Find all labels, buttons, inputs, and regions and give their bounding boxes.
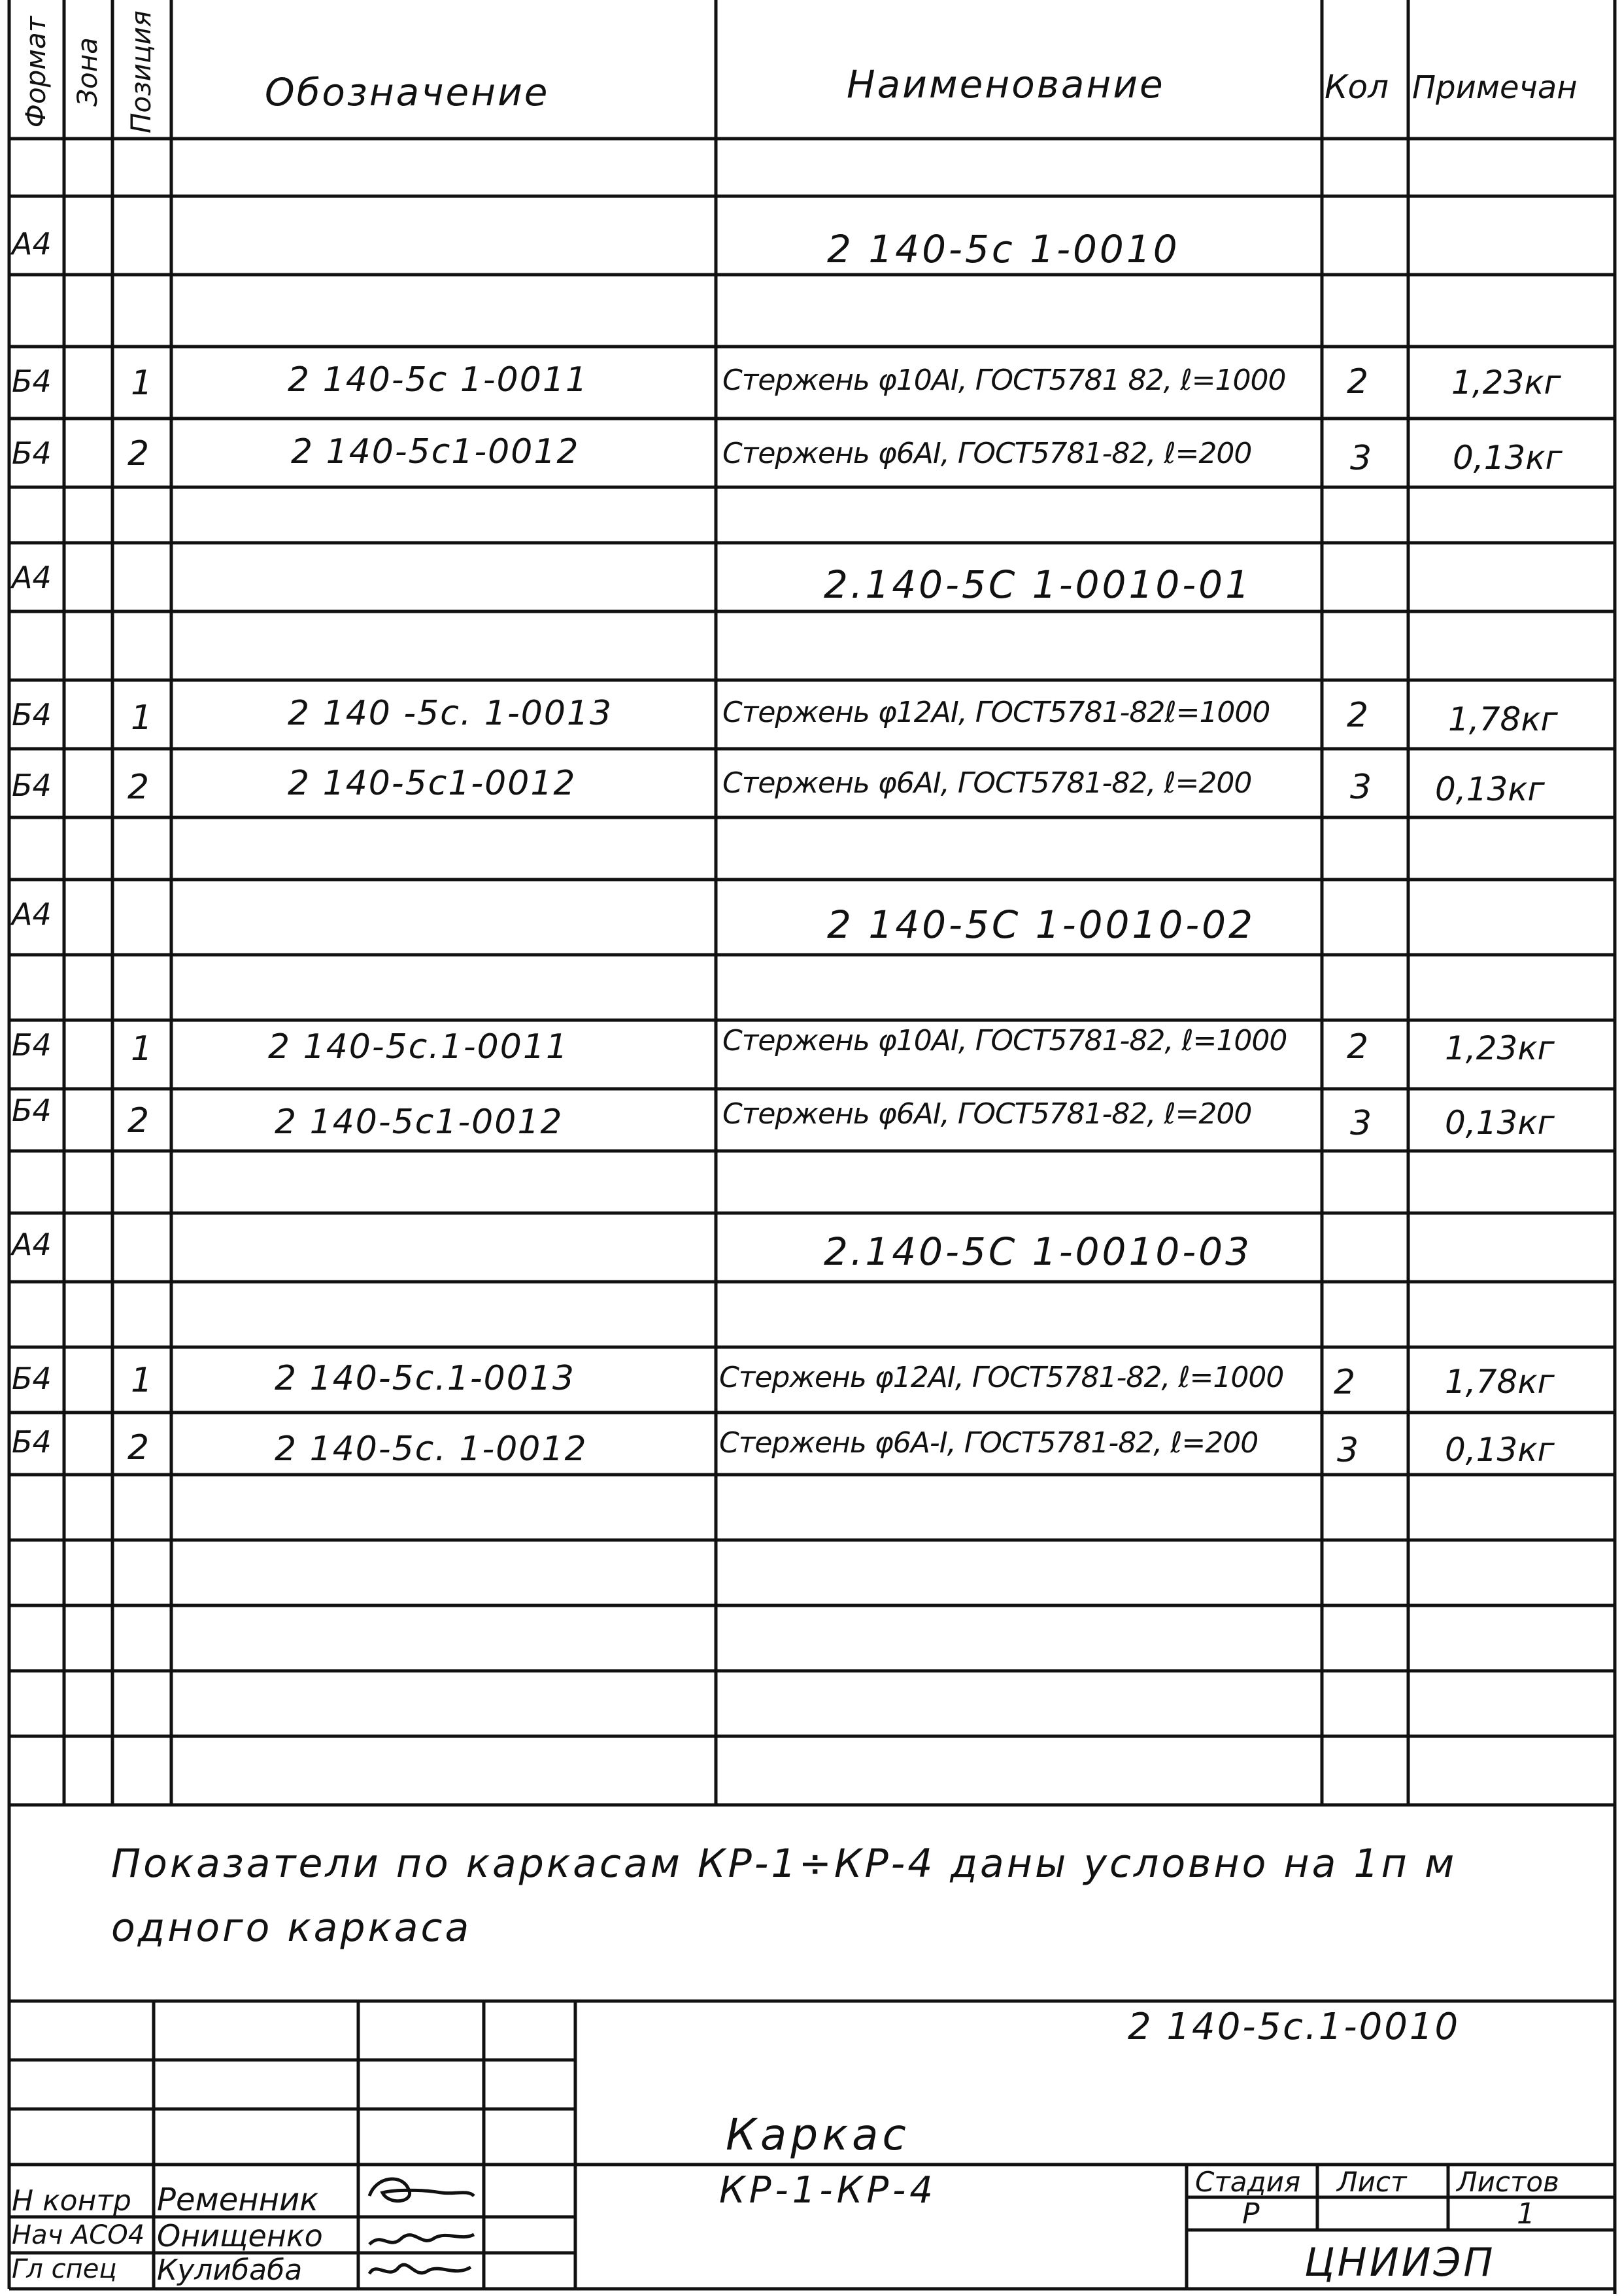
row-format: Б4 — [12, 1027, 52, 1063]
doc-code: 2 140-5с.1-0010 — [1128, 2006, 1461, 2048]
row-designation: 2 140-5с 1-0011 — [288, 360, 589, 400]
role-label: Н контр — [12, 2184, 131, 2218]
row-qty: 2 — [1347, 362, 1369, 402]
row-qty: 3 — [1350, 1104, 1372, 1143]
section-title: 2 140-5С 1-0010-02 — [827, 902, 1255, 947]
row-designation: 2 140-5с1-0012 — [288, 764, 577, 803]
signature-3 — [363, 2254, 481, 2290]
row-qty: 3 — [1337, 1431, 1359, 1470]
signature-2 — [363, 2218, 481, 2257]
row-name: Стержень φ12АI, ГОСТ5781-82, ℓ=1000 — [719, 1361, 1284, 1394]
row-note: 1,78кг — [1448, 700, 1558, 738]
row-qty: 2 — [1334, 1363, 1356, 1402]
header-name: Наименование — [847, 62, 1165, 107]
row-qty: 3 — [1350, 768, 1372, 807]
row-designation: 2 140-5с1-0012 — [291, 432, 580, 471]
drawing-name-line-1: Каркас — [726, 2110, 910, 2160]
header-zone: Зона — [71, 37, 103, 107]
row-designation: 2 140-5с.1-0013 — [275, 1359, 576, 1398]
role-label: Нач АСО4 — [12, 2220, 145, 2250]
row-format: А4 — [12, 226, 52, 262]
row-designation: 2 140-5с1-0012 — [275, 1103, 564, 1142]
row-format: А4 — [12, 897, 52, 932]
row-name: Стержень φ6АI, ГОСТ5781-82, ℓ=200 — [722, 766, 1252, 800]
sheets-label: Листов — [1457, 2166, 1559, 2198]
row-qty: 3 — [1350, 439, 1372, 478]
stage-value: Р — [1242, 2197, 1260, 2231]
row-format: Б4 — [12, 697, 52, 732]
row-position: 2 — [127, 768, 150, 807]
person-name: Кулибаба — [157, 2253, 303, 2287]
row-name: Стержень φ10АI, ГОСТ5781 82, ℓ=1000 — [722, 364, 1286, 397]
row-note: 1,23кг — [1445, 1029, 1555, 1067]
header-qty: Кол — [1325, 68, 1389, 106]
row-position: 1 — [131, 698, 153, 738]
row-note: 0,13кг — [1445, 1431, 1555, 1469]
row-format: Б4 — [12, 436, 52, 471]
header-designation: Обозначение — [265, 70, 550, 114]
row-designation: 2 140 -5с. 1-0013 — [288, 694, 613, 733]
row-designation: 2 140-5с.1-0011 — [268, 1027, 569, 1067]
row-position: 2 — [127, 1428, 150, 1467]
row-format: Б4 — [12, 768, 52, 803]
role-label: Гл спец — [12, 2254, 117, 2284]
row-format: Б4 — [12, 1361, 52, 1396]
note-line-2: одного каркаса — [111, 1905, 472, 1951]
row-name: Стержень φ12АI, ГОСТ5781-82ℓ=1000 — [722, 696, 1270, 729]
row-note: 0,13кг — [1453, 439, 1563, 477]
row-format: Б4 — [12, 1093, 52, 1128]
row-position: 1 — [131, 364, 153, 403]
organization: ЦНИИЭП — [1304, 2240, 1496, 2286]
row-note: 1,23кг — [1451, 364, 1561, 402]
person-name: Онищенко — [157, 2218, 323, 2253]
section-title: 2.140-5С 1-0010-01 — [824, 562, 1252, 607]
note-line-1: Показатели по каркасам КР-1÷КР-4 даны условно на 1п м — [111, 1841, 1457, 1887]
sheet-label: Лист — [1337, 2166, 1407, 2198]
row-format: А4 — [12, 1227, 52, 1262]
row-note: 0,13кг — [1435, 770, 1545, 808]
row-format: Б4 — [12, 1424, 52, 1460]
row-name: Стержень φ6АI, ГОСТ5781-82, ℓ=200 — [722, 437, 1252, 470]
row-format: Б4 — [12, 364, 52, 399]
row-format: А4 — [12, 560, 52, 595]
signature-1 — [363, 2170, 481, 2216]
row-note: 0,13кг — [1445, 1104, 1555, 1142]
row-qty: 2 — [1347, 1027, 1369, 1067]
header-format: Формат — [20, 16, 52, 128]
row-position: 2 — [127, 434, 150, 473]
section-title: 2 140-5с 1-0010 — [827, 227, 1180, 271]
row-position: 2 — [127, 1101, 150, 1140]
row-name: Стержень φ10АI, ГОСТ5781-82, ℓ=1000 — [722, 1024, 1287, 1057]
section-title: 2.140-5С 1-0010-03 — [824, 1229, 1252, 1274]
header-note: Примечан — [1412, 69, 1578, 106]
row-qty: 2 — [1347, 696, 1369, 735]
drawing-name-line-2: КР-1-КР-4 — [719, 2169, 937, 2212]
stage-label: Стадия — [1195, 2166, 1301, 2198]
row-name: Стержень φ6АI, ГОСТ5781-82, ℓ=200 — [722, 1097, 1252, 1131]
header-position: Позиция — [125, 10, 157, 134]
row-position: 1 — [131, 1029, 153, 1069]
person-name: Ременник — [157, 2182, 319, 2218]
row-name: Стержень φ6А-I, ГОСТ5781-82, ℓ=200 — [719, 1426, 1259, 1460]
row-position: 1 — [131, 1361, 153, 1400]
sheets-value: 1 — [1517, 2197, 1535, 2231]
row-note: 1,78кг — [1445, 1363, 1555, 1401]
row-designation: 2 140-5с. 1-0012 — [275, 1430, 588, 1469]
